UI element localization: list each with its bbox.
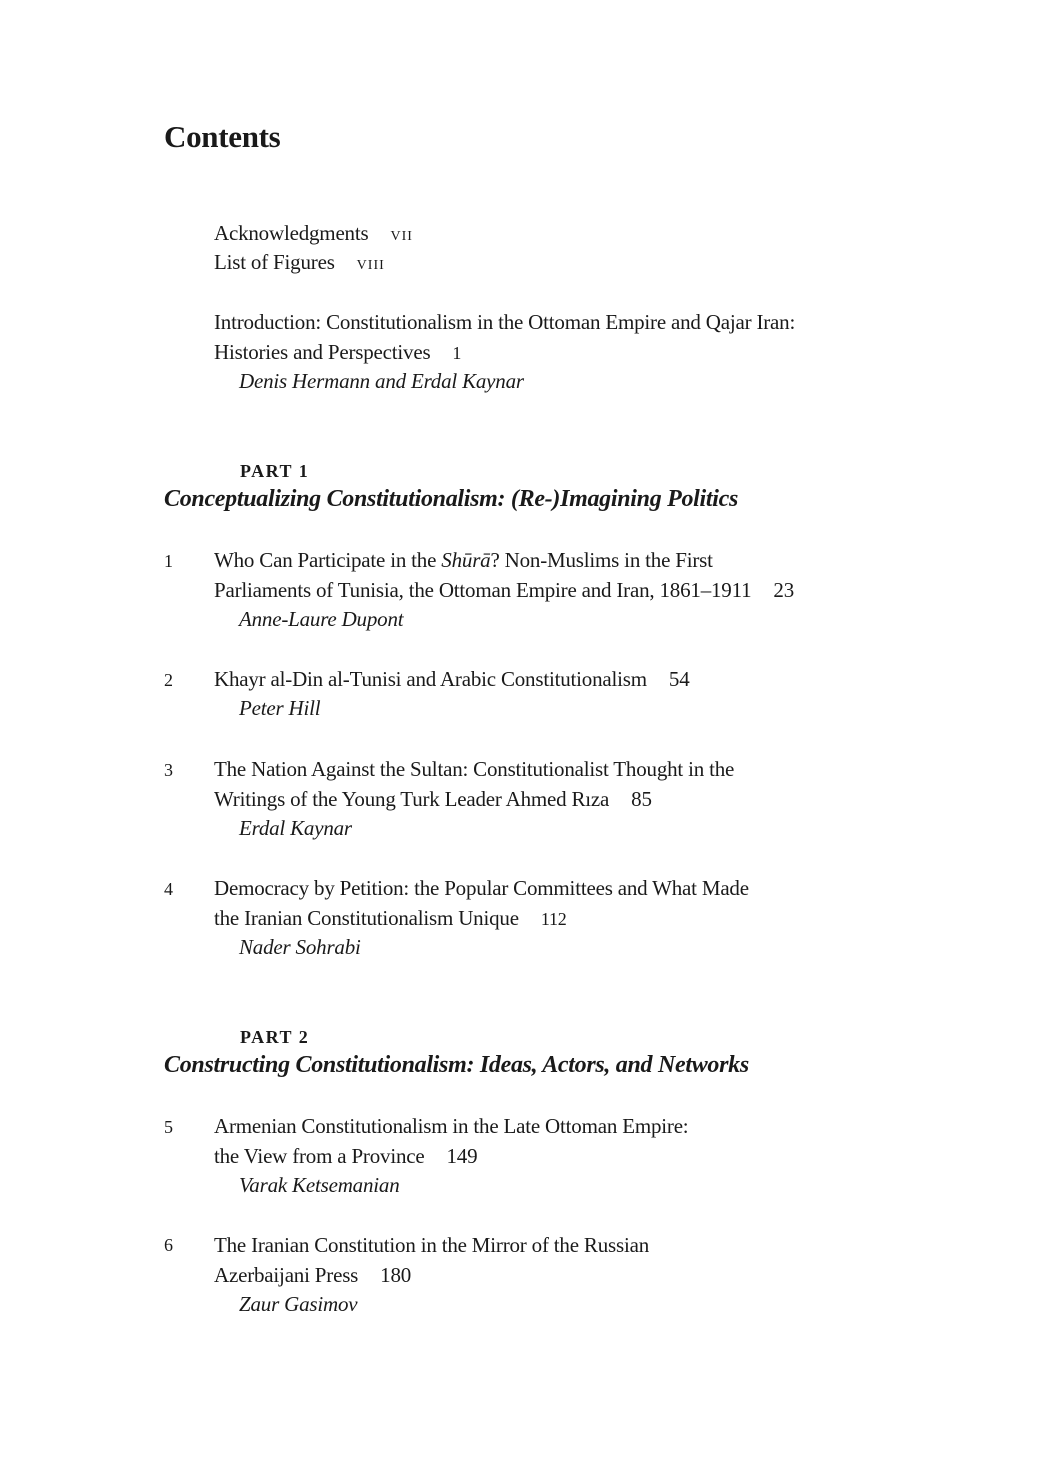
entry-title-line: [214, 1141, 477, 1171]
page-number: 112: [540, 909, 567, 929]
entry-title: Parliaments of Tunisia, the Ottoman Empire and Iran, 1861–1911: [214, 578, 752, 602]
entry-author: Anne-Laure Dupont: [239, 607, 404, 631]
page-number: 149: [446, 1144, 478, 1168]
page-number: vii: [390, 223, 413, 245]
entry-title-part: Who Can Participate in the: [214, 548, 442, 572]
entry-title: Histories and Perspectives: [214, 340, 431, 364]
entry-title-line: [214, 1260, 411, 1290]
entry-title-line: The Nation Against the Sultan: Constitutionalist Thought in the: [214, 757, 735, 781]
entry-title-line: [214, 903, 567, 934]
chapter-number: 1: [164, 551, 173, 571]
page-number: 180: [380, 1263, 412, 1287]
page-number: 1: [452, 343, 462, 363]
entry-title: the Iranian Constitutionalism Unique: [214, 906, 519, 930]
chapter-number: 6: [164, 1235, 173, 1255]
page-number: 54: [668, 667, 690, 691]
entry-author: Denis Hermann and Erdal Kaynar: [239, 369, 524, 393]
entry-title-line: Armenian Constitutionalism in the Late Ottoman Empire:: [214, 1114, 689, 1138]
entry-author: Zaur Gasimov: [239, 1292, 358, 1316]
entry-author: Peter Hill: [239, 696, 321, 720]
entry-title-line: Introduction: Constitutionalism in the Ottoman Empire and Qajar Iran:: [214, 310, 796, 334]
entry-title: Writings of the Young Turk Leader Ahmed Rıza: [214, 787, 610, 811]
chapter-number: 5: [164, 1117, 173, 1137]
page-number: 85: [631, 787, 652, 811]
page-number: 23: [773, 578, 795, 602]
entry-author: Nader Sohrabi: [239, 935, 361, 959]
entry-title: Khayr al-Din al-Tunisi and Arabic Constitutionalism: [214, 667, 647, 691]
page-number: viii: [356, 252, 385, 274]
entry-title-line: The Iranian Constitution in the Mirror of the Russian: [214, 1233, 649, 1257]
part-title[interactable]: Conceptualizing Constitutionalism: (Re-)Imagining Politics: [164, 486, 739, 512]
toc-entry-acknowledgments[interactable]: [214, 218, 413, 249]
page-title: Contents: [164, 119, 281, 154]
entry-title-italic: Shūrā: [441, 548, 491, 572]
entry-title: the View from a Province: [214, 1144, 425, 1168]
chapter-number: 3: [164, 760, 173, 780]
chapter-number: 4: [164, 879, 173, 899]
entry-title: List of Figures: [214, 250, 335, 274]
entry-title-line: [214, 575, 794, 605]
toc-entry-list-of-figures[interactable]: [214, 247, 385, 278]
part-label: PART 2: [240, 1027, 310, 1047]
entry-title-line: Democracy by Petition: the Popular Committees and What Made: [214, 876, 749, 900]
entry-title-part: ? Non-Muslims in the First: [490, 548, 713, 572]
entry-author: Erdal Kaynar: [239, 816, 352, 840]
entry-title-line: [214, 337, 461, 368]
entry-title-line: [214, 545, 713, 575]
entry-author: Varak Ketsemanian: [239, 1173, 400, 1197]
entry-title: Acknowledgments: [214, 221, 369, 245]
part-label: PART 1: [240, 461, 310, 481]
entry-title-line: [214, 664, 690, 694]
chapter-number: 2: [164, 670, 173, 690]
part-title[interactable]: Constructing Constitutionalism: Ideas, Actors, and Networks: [164, 1052, 749, 1078]
entry-title: Azerbaijani Press: [214, 1263, 359, 1287]
entry-title-line: [214, 784, 652, 814]
